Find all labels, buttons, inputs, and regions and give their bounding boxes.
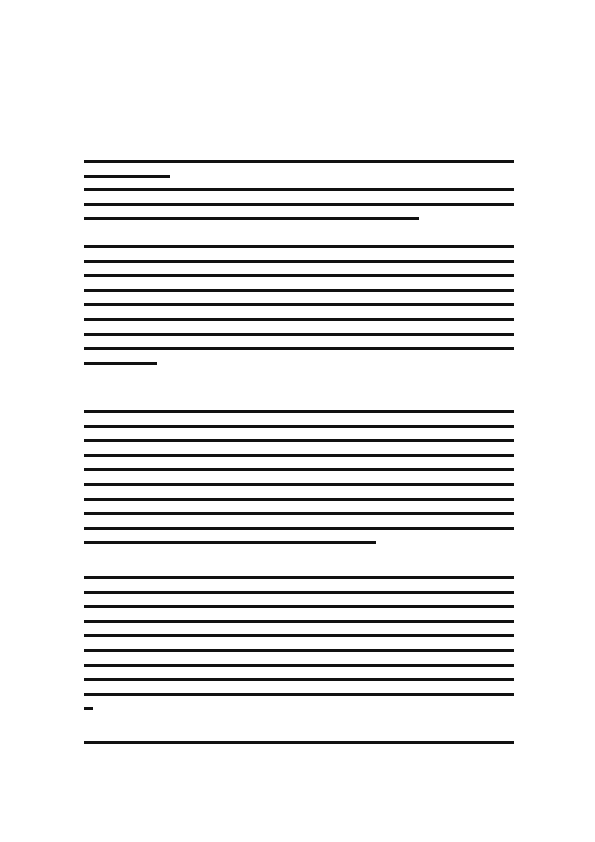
text-line bbox=[84, 410, 514, 413]
paragraph bbox=[84, 160, 514, 178]
text-line bbox=[84, 347, 514, 350]
text-line bbox=[84, 620, 514, 623]
text-line bbox=[84, 203, 514, 206]
text-line bbox=[84, 468, 514, 471]
text-line bbox=[84, 634, 514, 637]
text-line bbox=[84, 605, 514, 608]
text-line bbox=[84, 649, 514, 652]
text-line bbox=[84, 591, 514, 594]
text-line bbox=[84, 707, 93, 710]
text-line bbox=[84, 527, 514, 530]
text-line bbox=[84, 188, 514, 191]
paragraph bbox=[84, 741, 514, 744]
text-line bbox=[84, 741, 514, 744]
text-line bbox=[84, 274, 514, 277]
text-line bbox=[84, 693, 514, 696]
text-line bbox=[84, 333, 514, 336]
text-line bbox=[84, 454, 514, 457]
text-line bbox=[84, 245, 514, 248]
paragraph bbox=[84, 410, 514, 544]
paragraph bbox=[84, 576, 514, 710]
text-line bbox=[84, 512, 514, 515]
text-line bbox=[84, 260, 514, 263]
text-line bbox=[84, 483, 514, 486]
text-line bbox=[84, 217, 419, 220]
text-line bbox=[84, 362, 157, 365]
text-line bbox=[84, 664, 514, 667]
text-line bbox=[84, 576, 514, 579]
text-line bbox=[84, 678, 514, 681]
text-line bbox=[84, 175, 170, 178]
paragraph bbox=[84, 245, 514, 365]
text-line bbox=[84, 303, 514, 306]
text-line bbox=[84, 289, 514, 292]
text-line bbox=[84, 318, 514, 321]
text-line bbox=[84, 425, 514, 428]
text-line bbox=[84, 160, 514, 163]
text-line bbox=[84, 541, 376, 544]
paragraph bbox=[84, 188, 514, 220]
text-line bbox=[84, 439, 514, 442]
text-line bbox=[84, 498, 514, 501]
